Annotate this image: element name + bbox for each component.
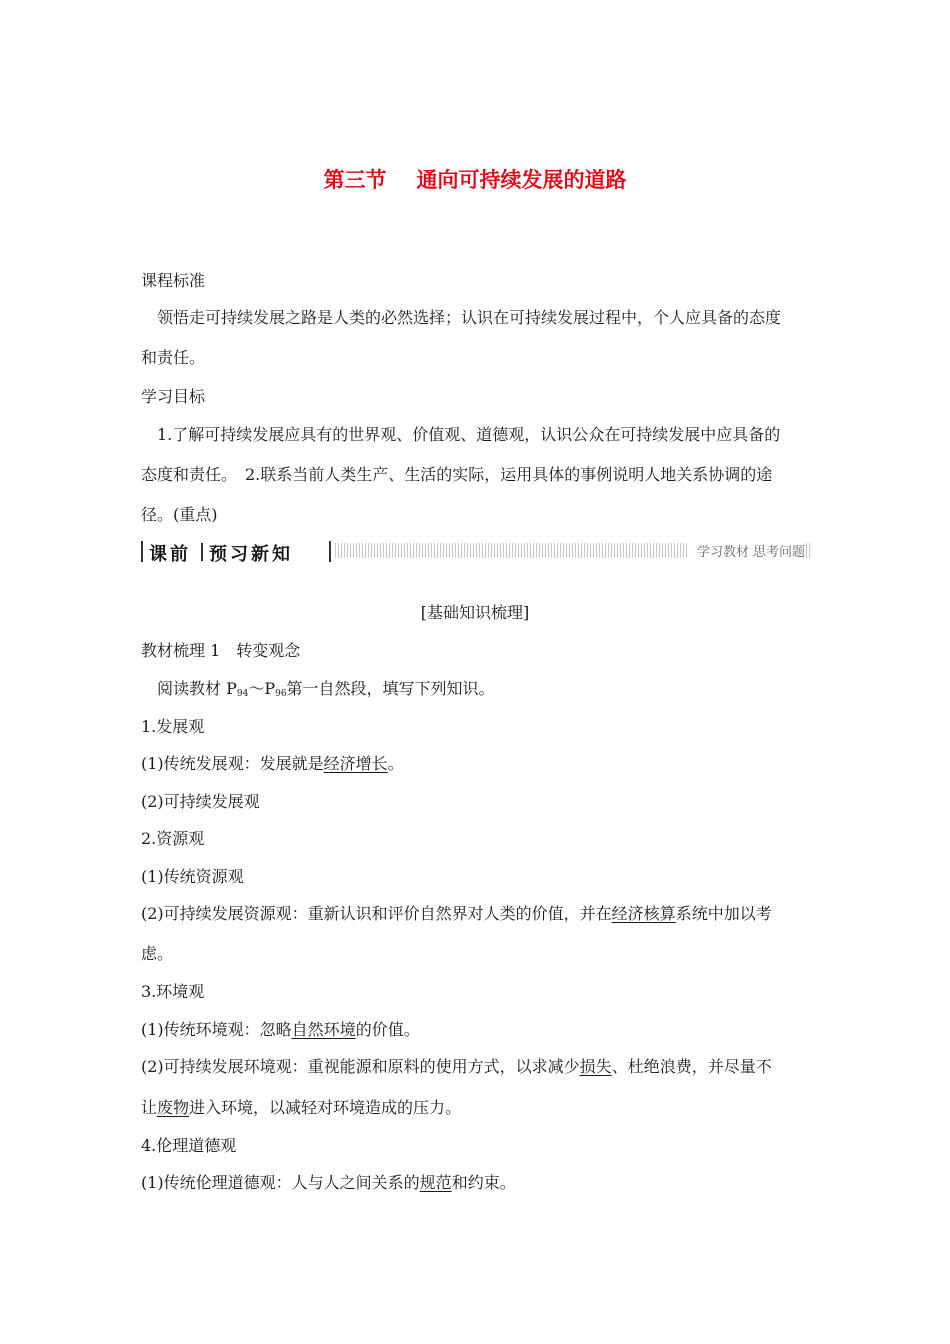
standard-line-2: 和责任。 xyxy=(141,348,206,367)
item-2-1: (1)传统资源观 xyxy=(141,867,244,886)
reading-suffix: 第一自然段，填写下列知识。 xyxy=(286,679,495,698)
item-3-2 xyxy=(141,1054,772,1077)
goals-line-1: 1.了解可持续发展应具有的世界观、价值观、道德观，认识公众在可持续发展中应具备的 xyxy=(157,425,781,444)
item-3-1-end: 的价值。 xyxy=(355,1020,420,1039)
item-2-2 xyxy=(141,901,772,924)
topic-heading: 教材梳理 1 转变观念 xyxy=(141,641,301,660)
reading-tilde: ～P xyxy=(248,679,276,698)
answer-loss: 损失 xyxy=(579,1057,612,1076)
item-4-1-text: (1)传统伦理道德观：人与人之间关系的 xyxy=(141,1173,420,1192)
reading-page-start: 94 xyxy=(236,689,249,699)
reading-page-end: 96 xyxy=(275,689,287,699)
item-3-2-text: (2)可持续发展环境观：重视能源和原料的使用方式，以求减少 xyxy=(141,1057,580,1076)
answer-economic-growth: 经济增长 xyxy=(323,754,388,773)
item-environment-view: 3.环境观 xyxy=(141,982,205,1001)
item-development-view: 1.发展观 xyxy=(141,717,205,736)
standard-line-1: 领悟走可持续发展之路是人类的必然选择；认识在可持续发展过程中，个人应具备的态度 xyxy=(157,308,782,327)
answer-norms: 规范 xyxy=(419,1173,452,1192)
banner-bar-left xyxy=(141,541,143,562)
reading-prefix: 阅读教材 P xyxy=(157,679,237,698)
item-1-1-end: 。 xyxy=(387,754,404,773)
item-resource-view: 2.资源观 xyxy=(141,829,205,848)
goals-line-2: 态度和责任。 2.联系当前人类生产、生活的实际，运用具体的事例说明人地关系协调的途 xyxy=(141,465,773,484)
banner-label-preview: 预习新知 xyxy=(209,544,293,565)
item-3-2-line-2 xyxy=(141,1095,461,1118)
item-4-1 xyxy=(141,1170,516,1193)
item-1-1-text: (1)传统发展观：发展就是 xyxy=(141,754,324,773)
reading-instruction xyxy=(157,676,495,699)
section-heading: [基础知识梳理] xyxy=(420,603,530,622)
item-4-1-end: 和约束。 xyxy=(451,1173,516,1192)
banner-right-text-2: 思考问题 xyxy=(752,545,805,560)
item-1-2: (2)可持续发展观 xyxy=(141,792,260,811)
goals-heading: 学习目标 xyxy=(141,387,206,406)
item-3-2-end: 、杜绝浪费，并尽量不 xyxy=(611,1057,772,1076)
item-3-1-text: (1)传统环境观：忽略 xyxy=(141,1020,292,1039)
item-2-2-end: 系统中加以考 xyxy=(675,904,772,923)
standard-heading: 课程标准 xyxy=(141,271,206,290)
title-section-number: 第三节 xyxy=(323,168,387,192)
item-2-2-line-2: 虑。 xyxy=(141,944,174,963)
banner-right-text xyxy=(689,541,805,560)
answer-natural-environment: 自然环境 xyxy=(291,1020,356,1039)
title-text: 通向可持续发展的道路 xyxy=(416,168,627,192)
item-ethics-view: 4.伦理道德观 xyxy=(141,1136,237,1155)
item-3-2-l2-end: 进入环境，以减轻对环境造成的压力。 xyxy=(189,1098,462,1117)
item-3-2-l2-text: 让 xyxy=(141,1098,158,1117)
page-title xyxy=(0,164,950,194)
banner-separator xyxy=(201,543,203,561)
banner-bar-right xyxy=(329,541,331,562)
answer-economic-accounting: 经济核算 xyxy=(611,904,676,923)
section-banner xyxy=(141,540,811,564)
item-3-1 xyxy=(141,1017,420,1040)
banner-label-before-class: 课前 xyxy=(149,544,191,565)
goals-line-3: 径。(重点) xyxy=(141,505,218,524)
answer-waste: 废物 xyxy=(157,1098,190,1117)
item-1-1 xyxy=(141,751,404,774)
item-2-2-text: (2)可持续发展资源观：重新认识和评价自然界对人类的价值，并在 xyxy=(141,904,612,923)
banner-right-text-1: 学习教材 xyxy=(696,545,749,560)
